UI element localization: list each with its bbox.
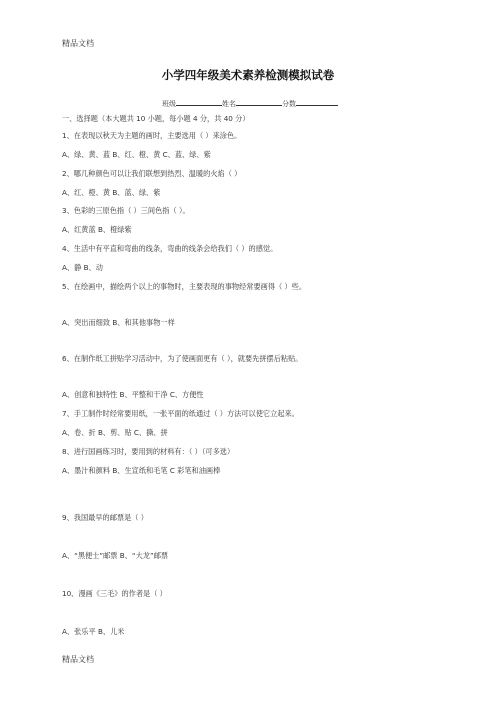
question-6-options: A、创意和独特性 B、平整和干净 C、方便性 bbox=[62, 390, 204, 399]
page-title: 小学四年级美术素养检测模拟试卷 bbox=[161, 68, 335, 82]
question-1: 1、在表现以秋天为主题的画时，主要选用（ ）来涂色。 bbox=[62, 131, 242, 140]
section-heading: 一、选择题（本大题共 10 小题，每小题 4 分，共 40 分） bbox=[62, 114, 250, 123]
question-9: 9、我国最早的邮票是（ ） bbox=[62, 513, 148, 522]
page-header-label: 精品文档 bbox=[62, 39, 94, 48]
question-6: 6、在制作纸工拼贴学习活动中，为了使画面更有（ ），就要先拼摆后粘贴。 bbox=[62, 354, 303, 363]
question-5: 5、在绘画中，描绘两个以上的事物时，主要表现的事物经常要画得（ ）些。 bbox=[62, 282, 307, 291]
page-footer-label: 精品文档 bbox=[62, 655, 94, 664]
question-9-options: A、“黑便士”邮票 B、“大龙”邮票 bbox=[62, 551, 169, 560]
question-3: 3、色彩的三原色指（ ）三间色指（ ）。 bbox=[62, 206, 190, 215]
question-7-options: A、卷、折 B、剪、贴 C、撕、拼 bbox=[62, 428, 168, 437]
class-label: 班级 bbox=[162, 100, 176, 108]
question-7: 7、手工制作时经常要用纸，一张平面的纸通过（ ）方法可以使它立起来。 bbox=[62, 409, 299, 418]
score-label: 分数 bbox=[282, 100, 296, 108]
question-8: 8、进行国画练习时，要用到的材料有：（ ）（可多选） bbox=[62, 447, 235, 456]
name-label: 姓名 bbox=[222, 100, 236, 108]
class-blank bbox=[176, 98, 222, 106]
question-8-options: A、墨汁和颜料 B、生宣纸和毛笔 C 彩笔和油画棒 bbox=[62, 466, 221, 475]
question-10-options: A、张乐平 B、儿米 bbox=[62, 627, 125, 636]
question-4: 4、生活中有平直和弯曲的线条，弯曲的线条会给我们（ ）的感觉。 bbox=[62, 244, 278, 253]
question-10: 10、漫画《三毛》的作者是（ ） bbox=[62, 589, 167, 598]
question-4-options: A、静 B、动 bbox=[62, 263, 103, 272]
question-1-options: A、绿、黄、蓝 B、红、橙、黄 C、蓝、绿、紫 bbox=[62, 150, 211, 159]
score-blank bbox=[296, 98, 338, 106]
question-2: 2、哪几种颜色可以让我们联想到热烈、温暖的火焰（ ） bbox=[62, 169, 242, 178]
name-blank bbox=[236, 98, 282, 106]
question-3-options: A、红黄蓝 B、橙绿紫 bbox=[62, 225, 132, 234]
question-5-options: A、突出而细致 B、和其他事物一样 bbox=[62, 318, 175, 327]
question-2-options: A、红、橙、黄 B、蓝、绿、紫 bbox=[62, 188, 161, 197]
student-info-row bbox=[162, 98, 338, 109]
